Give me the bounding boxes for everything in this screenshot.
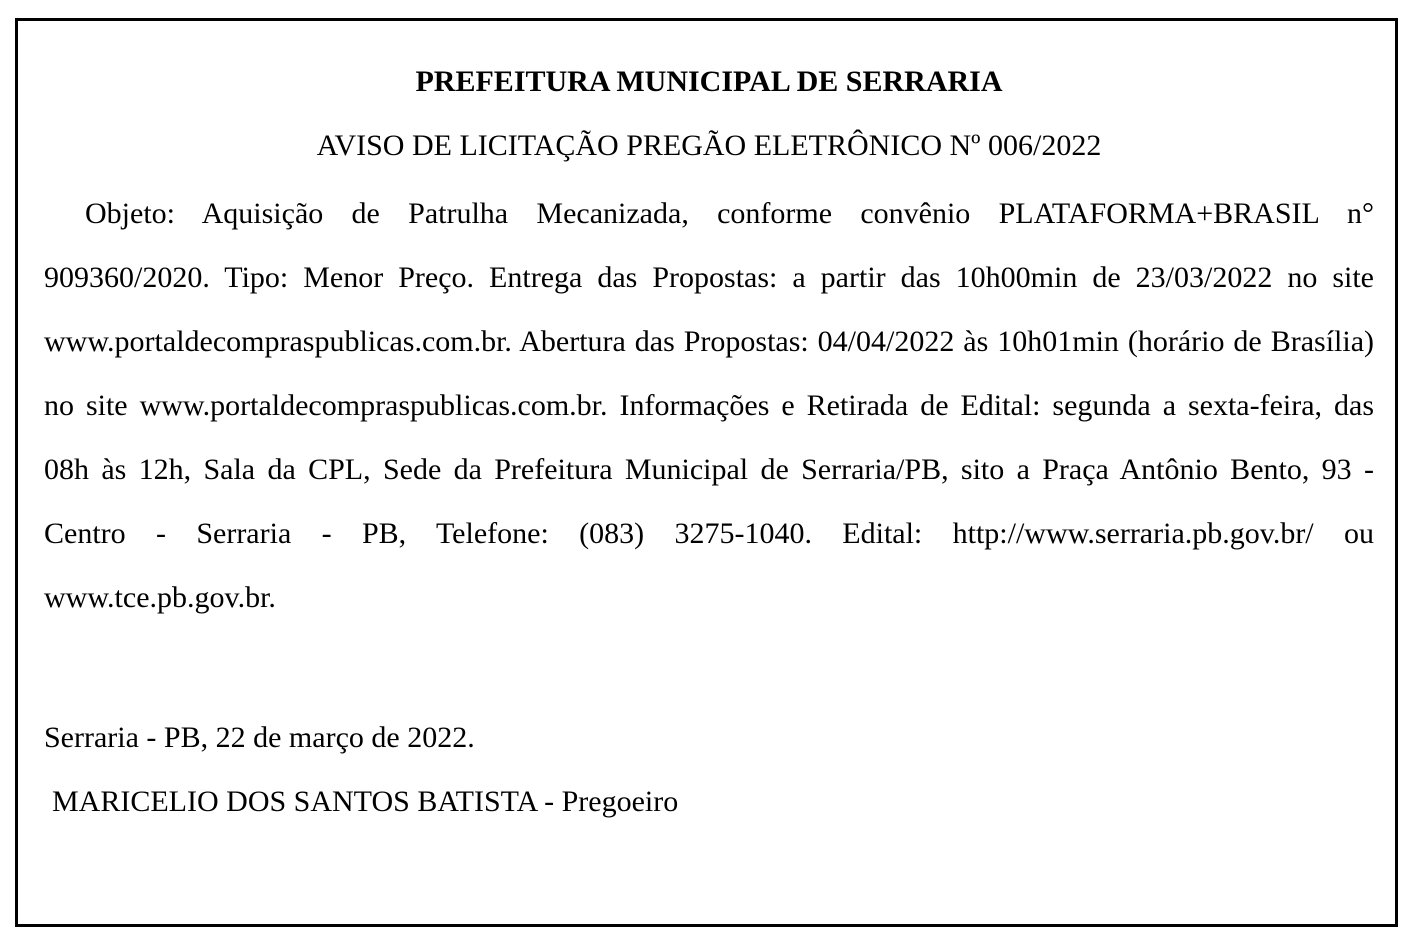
notice-body: Objeto: Aquisição de Patrulha Mecanizada, conforme convênio PLATAFORMA+BRASIL n° 909360/2020. Tipo: Menor Preço. Entrega das Propostas: a partir das 10h00min de 23/03/2022 no site www.portaldecompraspublicas.com.br. Abertura das Propostas: 04/04/2022 às 10h01min (horário de Brasília) no site www.portaldecompraspublicas.com.br. Informações e Retirada de Edital: segunda a sexta-feira, das 08h às 12h, Sala da CPL, Sede da Prefeitura Municipal de Serraria/PB, sito a Praça Antônio Bento, 93 - Centro - Serraria - PB, Telefone: (083) 3275-1040. Edital: http://www.serraria.pb.gov.br/ ou www.tce.pb.gov.br. (44, 197, 1374, 614)
place-and-date: Serraria - PB, 22 de março de 2022. (44, 721, 475, 754)
notice-content (44, 60, 1374, 824)
municipality-title: PREFEITURA MUNICIPAL DE SERRARIA (415, 65, 1003, 98)
notice-subtitle: AVISO DE LICITAÇÃO PREGÃO ELETRÔNICO Nº 006/2022 (316, 129, 1102, 162)
signatory: MARICELIO DOS SANTOS BATISTA - Pregoeiro (52, 785, 679, 818)
